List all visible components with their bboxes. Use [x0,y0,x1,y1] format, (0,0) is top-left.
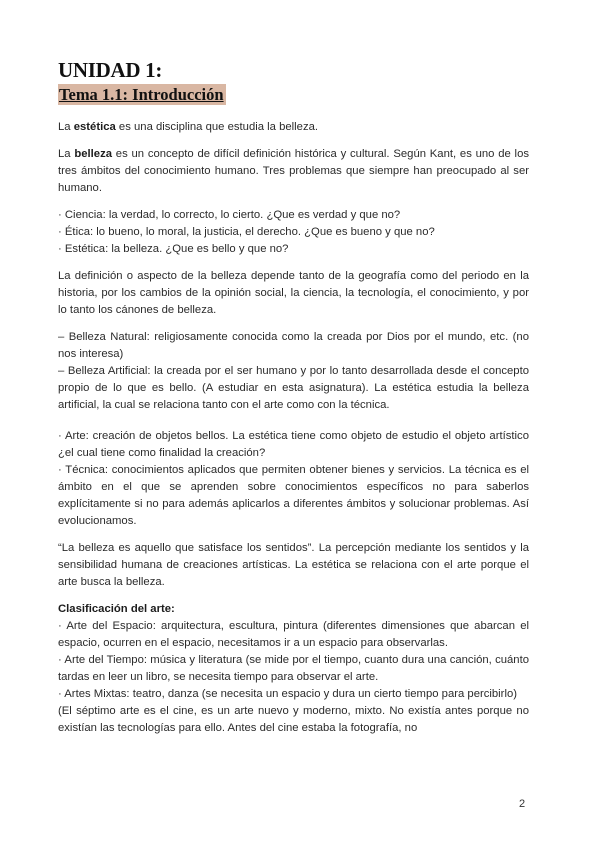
text-run: La [58,148,75,160]
unit-title: UNIDAD 1: [58,58,163,82]
belleza-artificial: – Belleza Artificial: la creada por el ser humano y por lo tanto desarrollada desde el concepto propio de lo que es bello. (A estudiar en esta asignatura). La estética estudia la belleza artificial, la cual se relaciona tanto con el arte como con la técnica. [58,365,529,411]
problem-estetica: · Estética: la belleza. ¿Que es bello y que no? [58,243,289,255]
paragraph-estetica [58,119,529,136]
classification-tiempo: · Arte del Tiempo: música y literatura (se mide por el tiempo, cuanto dura una canción, cuánto tardas en leer un libro, se necesita tiempo para observar el arte. [58,654,529,683]
page-number: 2 [519,798,526,810]
classification-heading [58,601,529,618]
belleza-natural: – Belleza Natural: religiosamente conocida como la creada por Dios por el mundo, etc. (no nos interesa) [58,331,529,360]
classification-heading-text: Clasificación del arte: [58,603,175,615]
document-page [58,58,529,737]
text-run: La [58,121,74,133]
text-run: es un concepto de difícil definición histórica y cultural. Según Kant, es uno de los tres ámbitos del conocimiento humano. Tres problemas que siempre han preocupado al ser humano. [58,148,529,194]
topic-title: Tema 1.1: Introducción [59,85,224,104]
classification-cine: (El séptimo arte es el cine, es un arte nuevo y moderno, mixto. No existía antes porque no existían las tecnologías para ello. Antes del cine estaba la fotografía, no [58,705,529,734]
classification-mixtas: · Artes Mixtas: teatro, danza (se necesita un espacio y dura un cierto tiempo para percibirlo) [58,688,518,700]
term-belleza: belleza [74,148,113,160]
paragraph-cita: “La belleza es aquello que satisface los sentidos”. La percepción mediante los sentidos y la sensibilidad humana de creaciones artísticas. La estética se relaciona con el arte porque el arte busca la belleza. [58,542,529,588]
paragraph-belleza [58,146,529,197]
text-run: es una disciplina que estudia la belleza. [115,121,319,133]
item-tecnica: · Técnica: conocimientos aplicados que permiten obtener bienes y servicios. La técnica es el ámbito en el que se aprenden sobre conocimientos específicos no para saberlos explícitamente si no para además aplicarlos a diferentes ámbitos y solucionar problemas. Así evolucionamos. [58,464,529,527]
term-estetica: estética [73,121,116,133]
problem-etica: · Ética: lo bueno, lo moral, la justicia, el derecho. ¿Que es bueno y que no? [58,226,435,238]
problem-ciencia: · Ciencia: la verdad, lo correcto, lo cierto. ¿Que es verdad y que no? [58,209,401,221]
item-arte: · Arte: creación de objetos bellos. La estética tiene como objeto de estudio el objeto artístico ¿el cual tiene como finalidad la creación? [58,430,529,459]
classification-espacio: · Arte del Espacio: arquitectura, escultura, pintura (diferentes dimensiones que abarcan el espacio, ocurren en el espacio, necesitamos ir a un espacio para observarlas. [58,620,529,649]
paragraph-definicion: La definición o aspecto de la belleza depende tanto de la geografía como del periodo en la historia, por los cambios de la opinión social, la ciencia, la tecnología, el conocimiento, y por lo tanto los cánones de belleza. [58,270,529,316]
